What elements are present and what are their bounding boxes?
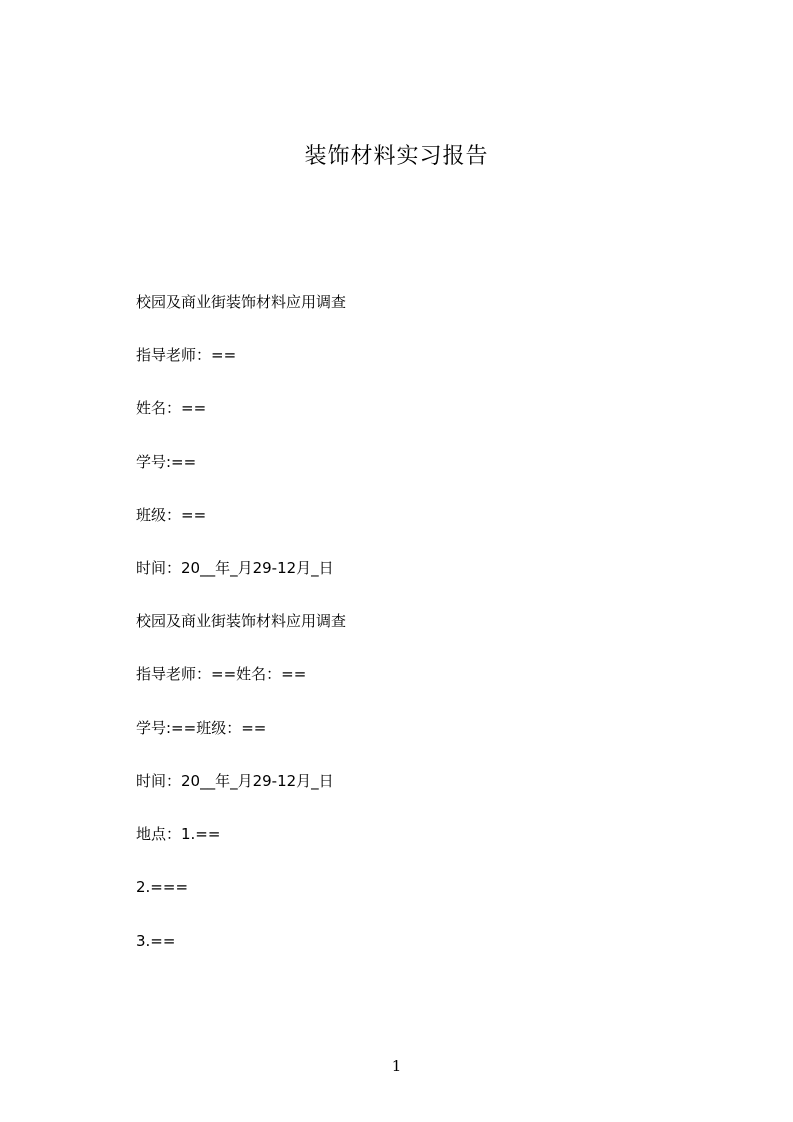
text-line-location-2: 2.===	[136, 878, 189, 896]
text-line-name: 姓名：==	[136, 399, 207, 417]
page-number: 1	[391, 1057, 402, 1075]
text-line-location-1: 地点：1.==	[136, 825, 221, 843]
text-line-survey-title: 校园及商业街装饰材料应用调查	[136, 293, 347, 311]
text-line-student-id: 学号:==	[136, 453, 197, 471]
text-line-class: 班级：==	[136, 506, 207, 524]
text-line-location-3: 3.==	[136, 932, 176, 950]
text-line-advisor-name: 指导老师：==姓名：==	[136, 665, 307, 683]
text-line-advisor: 指导老师：==	[136, 346, 237, 364]
text-line-survey-title-repeat: 校园及商业街装饰材料应用调查	[136, 612, 347, 630]
text-line-time: 时间：20__年_月29-12月_日	[136, 559, 334, 577]
document-title: 装饰材料实习报告	[304, 144, 489, 169]
text-line-id-class: 学号:==班级：==	[136, 719, 267, 737]
text-line-time-repeat: 时间：20__年_月29-12月_日	[136, 772, 334, 790]
